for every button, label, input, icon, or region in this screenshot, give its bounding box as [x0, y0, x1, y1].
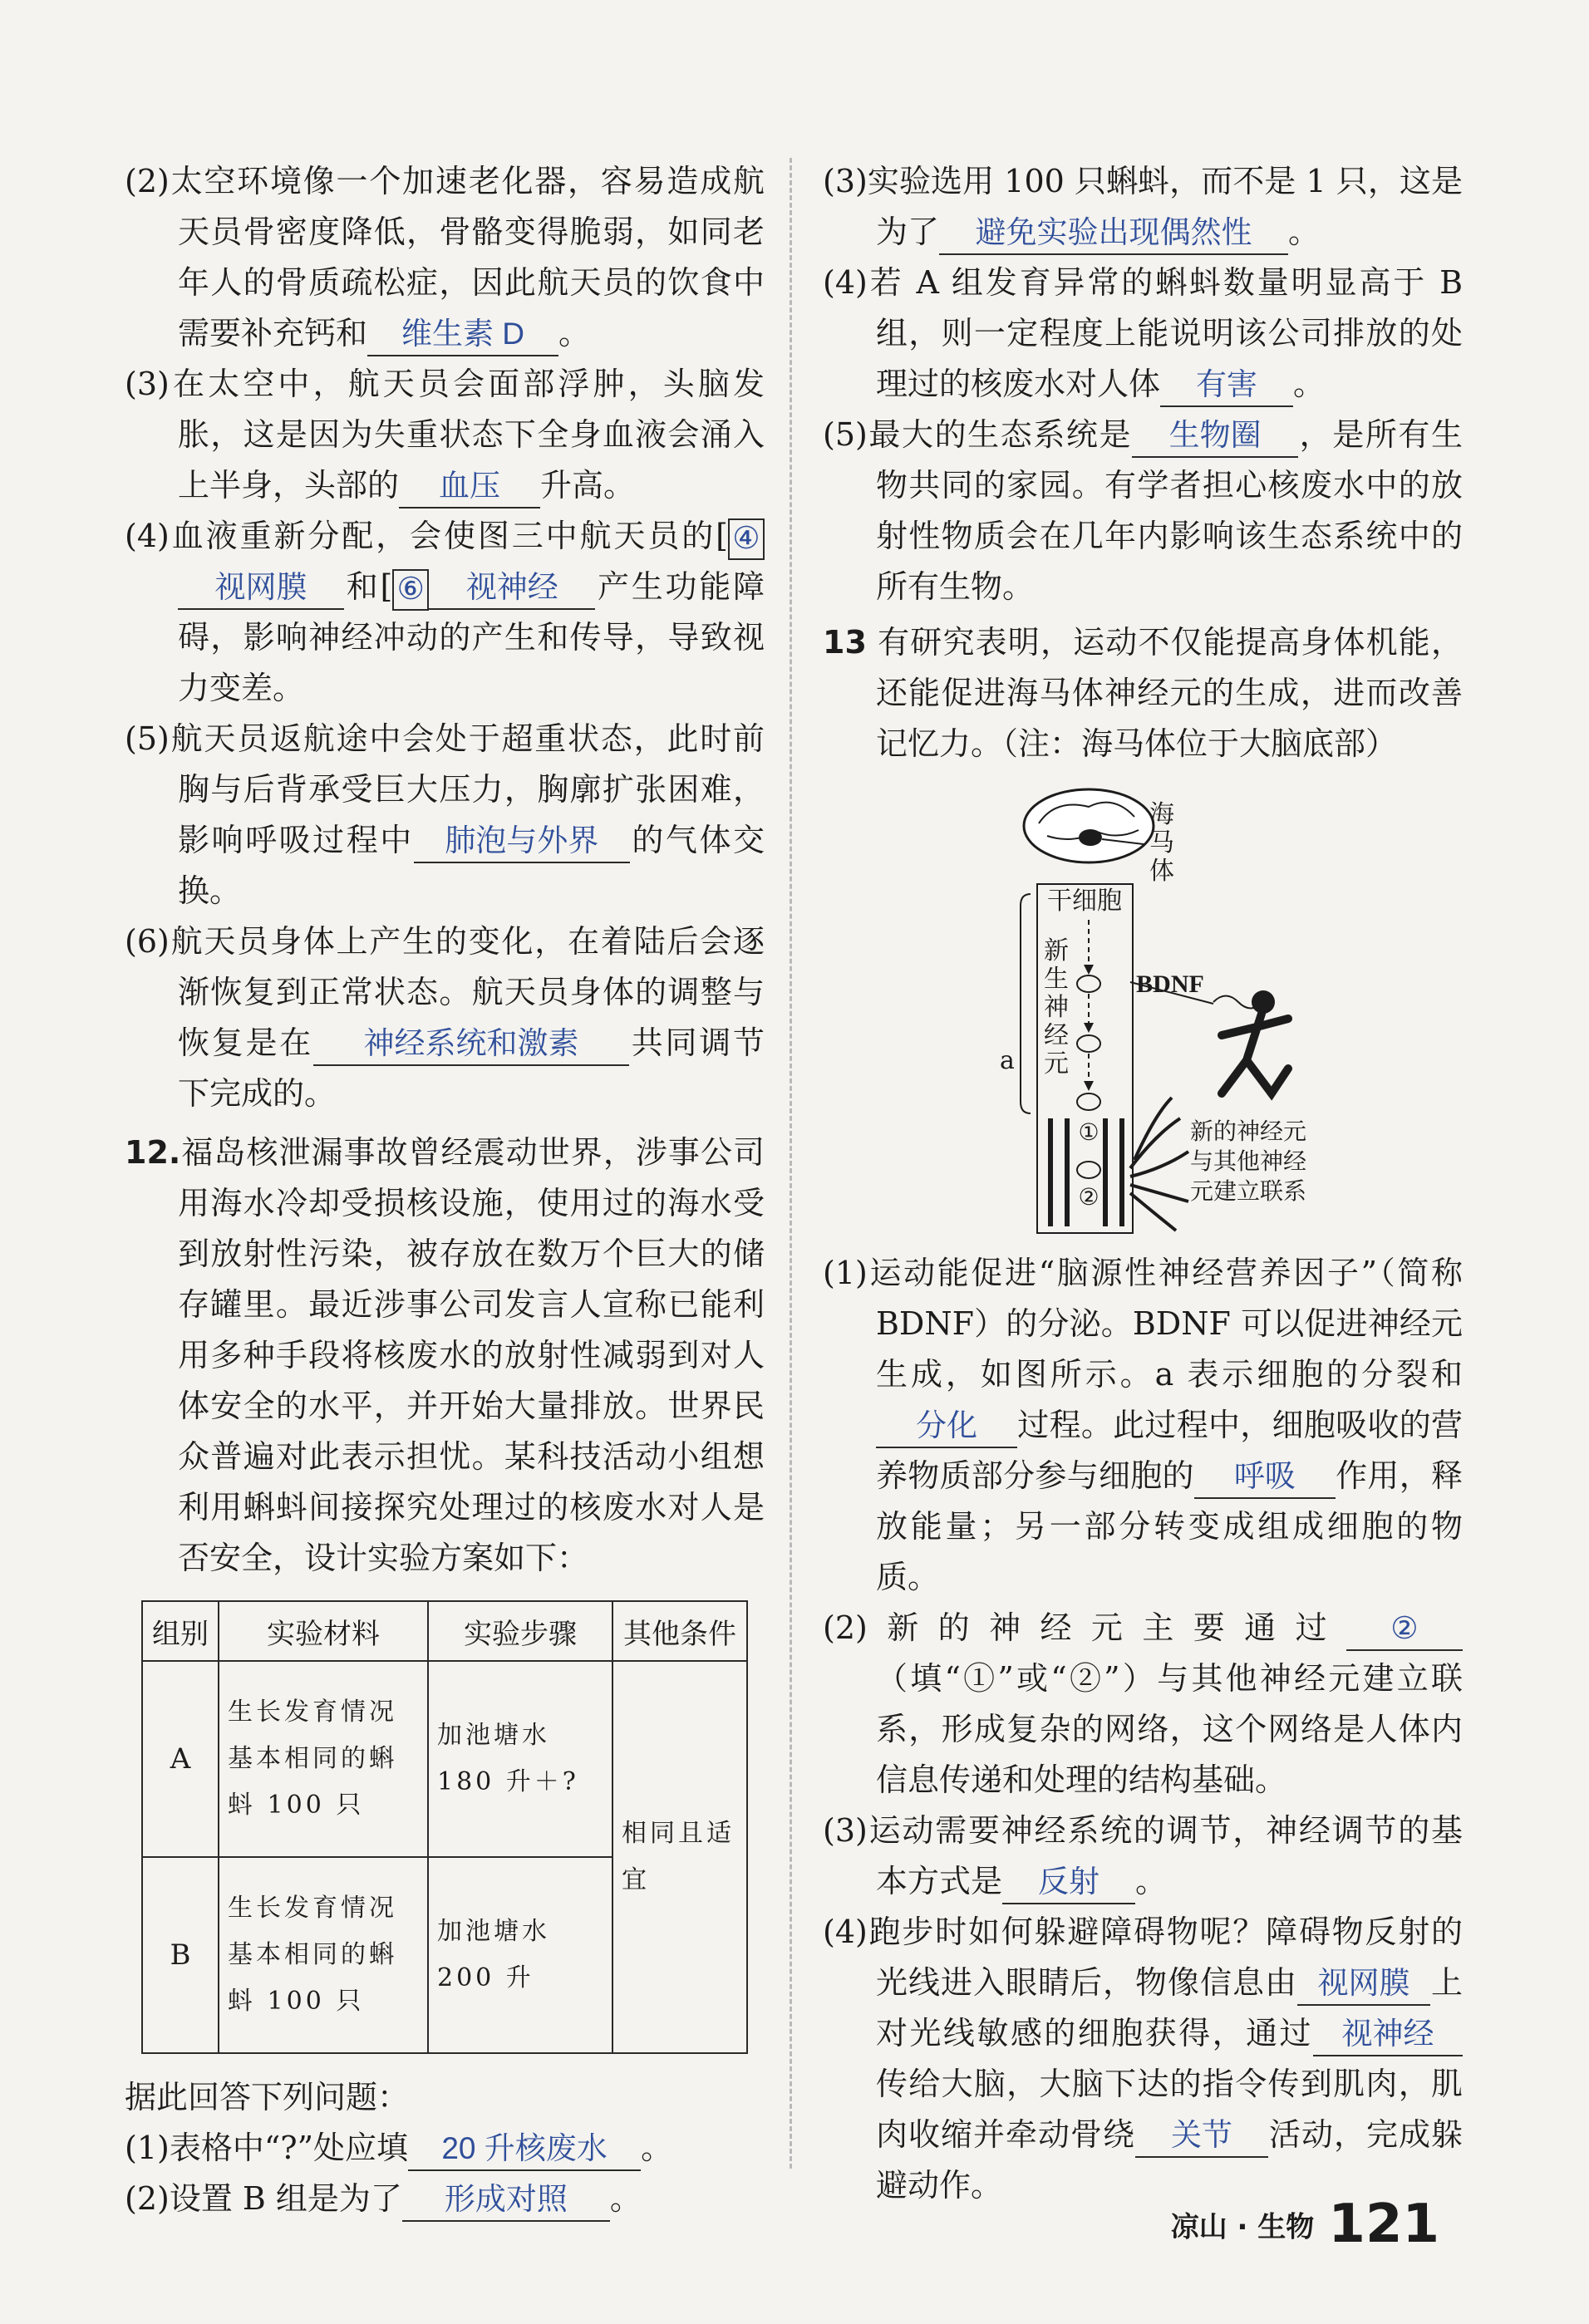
- answer-blank[interactable]: 神经系统和激素: [313, 1022, 629, 1066]
- stem-cell-label: 干细胞: [1039, 887, 1130, 916]
- neuron-cell: [1077, 1093, 1100, 1110]
- neuron-cell: [1077, 1035, 1100, 1052]
- step-cell: 加池塘水 200 升: [428, 1857, 612, 2053]
- structure-number-box: ④: [728, 518, 765, 560]
- hippocampus-mark: [1079, 829, 1102, 846]
- q13-part4: (4)跑步时如何躲避障碍物呢？障碍物反射的光线进入眼睛后，物像信息由 视网膜 上对光线敏感的细胞获得，通过 视神经传给大脑，大脑下达的指令传到肌肉，肌肉收缩并牵动骨绕 关节 活动，完成躲避动作。: [823, 1914, 1463, 2204]
- answer-blank[interactable]: 有害: [1160, 363, 1293, 407]
- q13-part1: (1)运动能促进“脑源性神经营养因子”（简称 BDNF）的分泌。BDNF 可以促进神经元生成，如图所示。a 表示细胞的分裂和分化 过程。此过程中，细胞吸收的营养物质部分参与细胞的 呼吸 作用，释放能量；另一部分转变成组成细胞的物质。: [823, 1255, 1463, 1595]
- q13-part3: (3)运动需要神经系统的调节，神经调节的基本方式是 反射 。: [823, 1806, 1463, 1907]
- table-header: 组别: [142, 1601, 219, 1661]
- bracket-a: [1021, 894, 1031, 1113]
- circle-2-label: ②: [1078, 1183, 1100, 1211]
- experiment-table: [141, 1600, 748, 2054]
- q13-stem: 13 有研究表明，运动不仅能提高身体机能，还能促进海马体神经元的生成，进而改善记忆力。（注：海马体位于大脑底部）: [823, 624, 1463, 762]
- answer-blank[interactable]: 视神经: [1313, 2012, 1463, 2056]
- answer-blank[interactable]: 肺泡与外界: [414, 819, 630, 863]
- step-cell: 加池塘水 180 升＋?: [428, 1661, 612, 1857]
- material-cell: 生长发育情况基本相同的蝌蚪 100 只: [219, 1857, 428, 2053]
- course-label: 凉山 · 生物: [1170, 2210, 1315, 2244]
- neuron-diagram: [997, 786, 1346, 1235]
- answer-blank[interactable]: 关节: [1135, 2114, 1268, 2158]
- table-header: 其他条件: [612, 1601, 747, 1661]
- structure-number-box: ⑥: [392, 569, 429, 611]
- q11-part5: (5)航天员返航途中会处于超重状态，此时前胸与后背承受巨大压力，胸廓扩张困难，影响呼吸过程中 肺泡与外界 的气体交换。: [125, 720, 765, 909]
- a-label: a: [1000, 1046, 1015, 1075]
- bdnf-label: BDNF: [1136, 970, 1204, 998]
- page-number: 121: [1328, 2194, 1439, 2255]
- table-header: 实验步骤: [428, 1601, 612, 1661]
- table-row: [142, 1661, 747, 1857]
- circle-1-label: ①: [1078, 1118, 1100, 1146]
- neuron-cell: [1077, 975, 1100, 992]
- column-divider: [790, 158, 792, 2169]
- q11-part6: (6)航天员身体上产生的变化，在着陆后会逐渐恢复到正常状态。航天员身体的调整与恢复是在 神经系统和激素 共同调节下完成的。: [125, 923, 765, 1112]
- connection-label: 新的神经元与其他神经元建立联系: [1190, 1118, 1307, 1205]
- q12-part1: (1)表格中“?”处应填 20 升核废水 。: [125, 2123, 765, 2174]
- q12-part5: (5)最大的生态系统是 生物圈 ，是所有生物共同的家园。有学者担心核废水中的放射性物质会在几年内影响该生态系统中的所有生物。: [823, 410, 1463, 612]
- material-cell: 生长发育情况基本相同的蝌蚪 100 只: [219, 1661, 428, 1857]
- q13-part2: (2)新的神经元主要通过 ②（填“①”或“②”）与其他神经元建立联系，形成复杂的网络，这个网络是人体内信息传递和处理的结构基础。: [823, 1603, 1463, 1806]
- answer-blank[interactable]: 生物圈: [1132, 414, 1298, 458]
- answer-blank[interactable]: 维生素 D: [367, 312, 558, 356]
- answer-blank[interactable]: 呼吸: [1194, 1455, 1336, 1499]
- q12-part2: (2)设置 B 组是为了 形成对照 。: [125, 2174, 765, 2224]
- answer-blank[interactable]: 血压: [399, 464, 540, 509]
- answer-blank[interactable]: 视网膜: [1297, 1962, 1430, 2006]
- right-column: [823, 156, 1463, 2211]
- answer-blank[interactable]: 20 升核废水: [408, 2127, 641, 2171]
- q12-part4: (4)若 A 组发育异常的蝌蚪数量明显高于 B 组，则一定程度上能说明该公司排放的处理过的核废水对人体 有害 。: [823, 258, 1463, 410]
- table-header: 实验材料: [219, 1601, 428, 1661]
- q11-part4: (4)血液重新分配，会使图三中航天员的[ ④视网膜 和[ ⑥ 视神经 产生功能障碍，影响神经冲动的产生和传导，导致视力变差。: [125, 518, 765, 706]
- q11-part3: (3)在太空中，航天员会面部浮肿，头脑发胀，这是因为失重状态下全身血液会涌入上半身，头部的 血压 升高。: [125, 359, 765, 511]
- q12-lead: 据此回答下列问题：: [125, 2079, 410, 2115]
- answer-blank[interactable]: 形成对照: [402, 2178, 610, 2222]
- answer-blank[interactable]: 分化: [876, 1404, 1017, 1448]
- other-conditions-cell: 相同且适宜: [612, 1661, 747, 2053]
- answer-blank[interactable]: 视神经: [429, 566, 595, 610]
- answer-blank[interactable]: 避免实验出现偶然性: [939, 211, 1288, 255]
- q11-part2: (2)太空环境像一个加速老化器，容易造成航天员骨密度降低，骨骼变得脆弱，如同老年人的骨质疏松症，因此航天员的饮食中需要补充钙和 维生素 D 。: [125, 156, 765, 359]
- hippocampus-label: 海马体: [1149, 800, 1174, 886]
- group-cell: A: [142, 1661, 219, 1857]
- new-neuron-label: 新生神经元: [1044, 936, 1069, 1078]
- page-footer: [1171, 2194, 1439, 2255]
- q12-part3: (3)实验选用 100 只蝌蚪，而不是 1 只，这是为了 避免实验出现偶然性 。: [823, 156, 1463, 258]
- brain-icon: [1024, 789, 1154, 862]
- answer-blank[interactable]: 视网膜: [178, 566, 344, 610]
- answer-blank[interactable]: ②: [1346, 1607, 1463, 1651]
- left-column: [125, 156, 765, 2224]
- answer-blank[interactable]: 反射: [1002, 1860, 1135, 1904]
- q12-stem: 12.福岛核泄漏事故曾经震动世界，涉事公司用海水冷却受损核设施，使用过的海水受到放射性污染，被存放在数万个巨大的储存罐里。最近涉事公司发言人宣称已能利用多种手段将核废水的放射性减弱到对人体安全的水平，并开始大量排放。世界民众普遍对此表示担忧。某科技活动小组想利用蝌蚪间接探究处理过的核废水对人是否安全，设计实验方案如下：: [125, 1134, 765, 1576]
- group-cell: B: [142, 1857, 219, 2053]
